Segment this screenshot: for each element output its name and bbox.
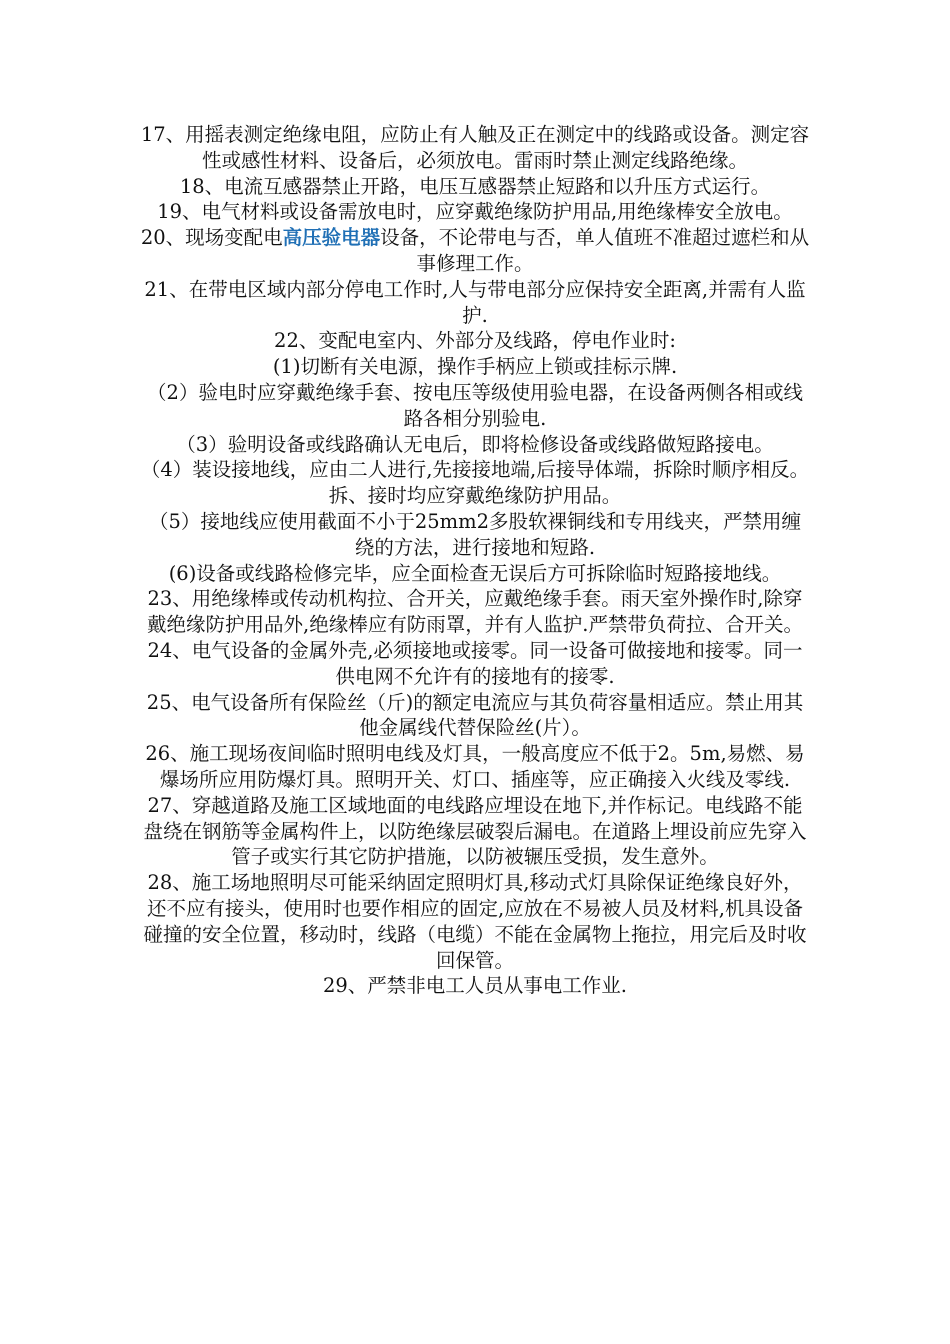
paragraph-26: 26、施工现场夜间临时照明电线及灯具，一般高度应不低于2。5m,易燃、易爆场所应用防爆灯具。照明开关、灯口、插座等，应正确接入火线及零线.	[145, 742, 805, 791]
paragraph-22: 22、变配电室内、外部分及线路，停电作业时:	[274, 329, 676, 353]
paragraph-18: 18、电流互感器禁止开路，电压互感器禁止短路和以升压方式运行。	[179, 174, 771, 198]
paragraph-19: 19、电气材料或设备需放电时，应穿戴绝缘防护用品,用绝缘棒安全放电。	[157, 200, 793, 224]
paragraph-28: 28、施工场地照明尽可能采纳固定照明灯具,移动式灯具除保证绝缘良好外，还不应有接头，使用时也要作相应的固定,应放在不易被人员及材料,机具设备碰撞的安全位置，移动时，线路（电缆）不能在金属物上拖拉，用完后及时收回保管。	[143, 871, 807, 972]
paragraph-17: 17、用摇表测定绝缘电阻，应防止有人触及正在测定中的线路或设备。测定容性或感性材料、设备后，必须放电。雷雨时禁止测定线路绝缘。	[140, 123, 810, 172]
paragraph-22-1: (1)切断有关电源，操作手柄应上锁或挂标示牌.	[272, 355, 678, 379]
paragraph-22-2: （2）验电时应穿戴绝缘手套、按电压等级使用验电器，在设备两侧各相或线路各相分别验电.	[147, 380, 803, 430]
paragraph-20-suffix: 设备，不论带电与否，单人值班不准超过遮栏和从事修理工作。	[380, 226, 810, 275]
paragraph-20	[140, 225, 810, 277]
document-body	[140, 122, 810, 999]
paragraph-25: 25、电气设备所有保险丝（斤)的额定电流应与其负荷容量相适应。禁止用其他金属线代替保险丝(片）。	[146, 690, 804, 740]
high-voltage-tester-link[interactable]: 高压验电器	[282, 226, 381, 250]
paragraph-22-6: (6)设备或线路检修完毕，应全面检查无误后方可拆除临时短路接地线。	[168, 561, 782, 585]
paragraph-27: 27、穿越道路及施工区域地面的电线路应埋设在地下,并作标记。电线路不能盘绕在钢筋等金属构件上，以防绝缘层破裂后漏电。在道路上埋设前应先穿入管子或实行其它防护措施，以防被辗压受损，发生意外。	[143, 793, 807, 869]
paragraph-22-4: （4）装设接地线，应由二人进行,先接接地端,后接导体端，拆除时顺序相反。拆、接时均应穿戴绝缘防护用品。	[140, 458, 810, 508]
paragraph-20-prefix: 20、现场变配电	[140, 226, 283, 250]
paragraph-29: 29、严禁非电工人员从事电工作业.	[322, 974, 627, 998]
paragraph-23: 23、用绝缘棒或传动机构拉、合开关，应戴绝缘手套。雨天室外操作时,除穿戴绝缘防护用品外,绝缘棒应有防雨罩，并有人监护.严禁带负荷拉、合开关。	[147, 587, 803, 637]
paragraph-24: 24、电气设备的金属外壳,必须接地或接零。同一设备可做接地和接零。同一供电网不允许有的接地有的接零.	[147, 638, 803, 688]
paragraph-22-5: （5）接地线应使用截面不小于25mm2多股软裸铜线和专用线夹，严禁用缠绕的方法，进行接地和短路.	[148, 509, 802, 559]
paragraph-22-3: （3）验明设备或线路确认无电后，即将检修设备或线路做短路接电。	[176, 432, 774, 456]
paragraph-21: 21、在带电区域内部分停电工作时,人与带电部分应保持安全距离,并需有人监护.	[144, 277, 806, 327]
